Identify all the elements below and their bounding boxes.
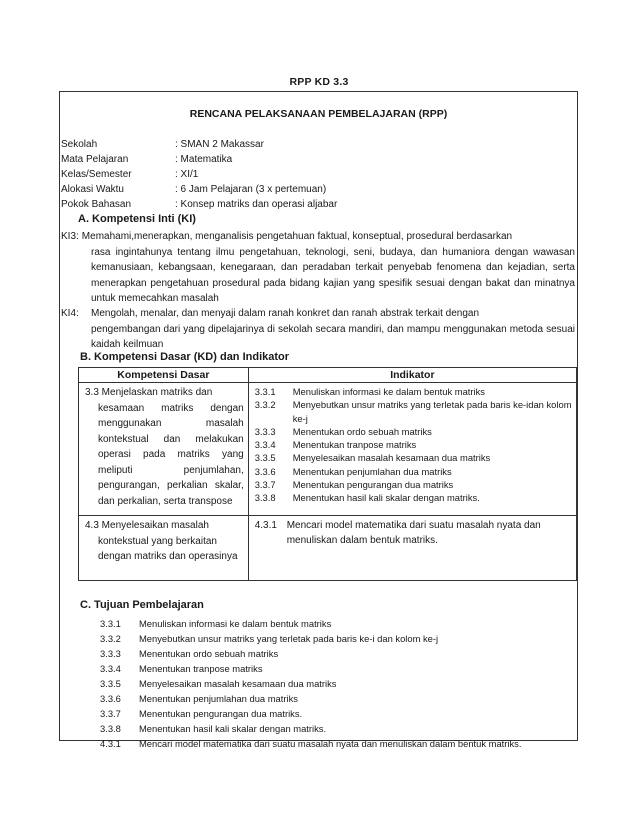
list-item: [100, 646, 521, 661]
list-item: [255, 451, 572, 464]
list-item: [255, 385, 572, 398]
info-row-time: [61, 182, 337, 197]
info-value: : XI/1: [175, 169, 199, 180]
list-item: [100, 631, 521, 646]
objective-text: Menentukan tranpose matriks: [139, 663, 263, 674]
list-item: [255, 491, 572, 504]
indicator-number: 4.3.1: [254, 520, 277, 531]
ki4-label: KI4:: [61, 308, 79, 319]
indicator-cell: [248, 383, 576, 516]
list-item: [255, 518, 572, 548]
indicator-number: 3.3.5: [254, 452, 276, 464]
indicator-text: Menyelesaikan masalah kesamaan dua matriks: [292, 452, 491, 464]
ki3-rest: rasa ingintahunya tentang ilmu pengetahuan, teknologi, seni, budaya, dan humaniora dengan wawasan kemanusiaan, kebangsaan, kenegaraan, dan peradaban terkait penyebab fenomena dan kejadian, serta menerapkan pengetahuan prosedural pada bidang kajian yang spesifik sesuai dengan bakat dan minatnya untuk memecahkan masalah: [91, 246, 575, 304]
objective-number: 3.3.7: [100, 708, 121, 719]
list-item: [255, 438, 572, 451]
list-item: [255, 465, 572, 478]
indicator-number: 3.3.1: [254, 386, 276, 397]
kd-description: kontekstual yang berkaitan dengan matriks dan operasinya: [98, 535, 238, 562]
ki3-label: KI3:: [61, 231, 79, 242]
indicator-number: 3.3.6: [254, 465, 276, 477]
objective-text: Menentukan hasil kali skalar dengan matriks.: [139, 723, 327, 734]
list-item: [100, 661, 521, 676]
indicator-text: Mencari model matematika dari suatu masalah nyata dan menuliskan dalam bentuk matriks.: [286, 520, 541, 546]
indicator-text: Menuliskan informasi ke dalam bentuk matriks: [292, 386, 485, 397]
kd-cell: [79, 383, 249, 516]
table-header-row: [79, 368, 577, 383]
objective-text: Menentukan pengurangan dua matriks.: [139, 708, 303, 719]
ki3-paragraph: [61, 229, 575, 307]
indicator-text: Menyebutkan unsur matriks yang terletak pada baris ke-idan kolom ke-j: [292, 399, 572, 424]
list-item: [255, 398, 572, 425]
indicator-text: Menentukan tranpose matriks: [292, 439, 417, 451]
ki4-paragraph: [61, 306, 575, 353]
indicator-number: 3.3.7: [254, 479, 276, 491]
info-row-school: [61, 137, 337, 152]
list-item: [255, 478, 572, 491]
info-key: Alokasi Waktu: [61, 184, 124, 195]
list-item: [100, 676, 521, 691]
objective-number: 3.3.3: [100, 648, 121, 659]
info-key: Pokok Bahasan: [61, 199, 132, 210]
objective-number: 3.3.8: [100, 723, 121, 734]
indicator-text: Menentukan ordo sebuah matriks: [292, 425, 432, 437]
kd-description: kesamaan matriks dengan menggunakan masalah kontekstual dan melakukan operasi pada matriks yang meliputi penjumlahan, pengurangan, perkalian skalar, dan perkalian, serta transpose: [98, 402, 244, 507]
header-kd: Kompetensi Dasar: [79, 368, 249, 383]
info-value: : SMAN 2 Makassar: [175, 139, 264, 150]
document-title: RPP KD 3.3: [289, 76, 349, 88]
table-row: [79, 383, 577, 516]
info-value: : 6 Jam Pelajaran (3 x pertemuan): [175, 184, 327, 195]
ki4-rest: pengembangan dari yang dipelajarinya di sekolah secara mandiri, dan mampu menggunakan metoda sesuai kaidah keilmuan: [91, 323, 575, 350]
list-item: [100, 721, 521, 736]
indicator-number: 3.3.4: [254, 439, 276, 451]
indicator-number: 3.3.8: [254, 492, 276, 504]
info-key: Kelas/Semester: [61, 169, 132, 180]
kd-number-text: 4.3 Menyelesaikan masalah: [85, 520, 209, 531]
objective-number: 3.3.2: [100, 633, 121, 644]
header-indicator: Indikator: [248, 368, 576, 383]
objective-text: Menuliskan informasi ke dalam bentuk matriks: [139, 618, 332, 629]
list-item: [100, 691, 521, 706]
objective-text: Menyelesaikan masalah kesamaan dua matriks: [139, 678, 337, 689]
indicator-text: Menentukan hasil kali skalar dengan matriks.: [292, 492, 480, 504]
objective-number: 3.3.5: [100, 678, 121, 689]
kd-indicator-table: [78, 367, 577, 581]
learning-objectives-list: [100, 616, 521, 751]
section-b-heading: B. Kompetensi Dasar (KD) dan Indikator: [80, 351, 290, 363]
list-item: [100, 736, 521, 751]
school-info: [61, 137, 337, 212]
section-a-heading: A. Kompetensi Inti (KI): [78, 213, 196, 225]
objective-text: Mencari model matematika dari suatu masalah nyata dan menuliskan dalam bentuk matriks.: [139, 738, 522, 749]
list-item: [100, 616, 521, 631]
indicator-text: Menentukan pengurangan dua matriks: [292, 479, 454, 491]
indicator-number: 3.3.2: [254, 399, 276, 411]
objective-text: Menentukan ordo sebuah matriks: [139, 648, 279, 659]
ki4-first-line: Mengolah, menalar, dan menyaji dalam ranah konkret dan ranah abstrak terkait dengan: [91, 308, 480, 319]
indicator-cell: [248, 516, 576, 581]
info-row-subject: [61, 152, 337, 167]
list-item: [255, 425, 572, 438]
kd-cell: [79, 516, 249, 581]
table-row: [79, 516, 577, 581]
ki3-first-line: Memahami,menerapkan, menganalisis pengetahuan faktual, konseptual, prosedural berdasarkan: [81, 231, 513, 242]
info-value: : Konsep matriks dan operasi aljabar: [175, 199, 338, 210]
kd-number-text: 3.3 Menjelaskan matriks dan: [85, 387, 213, 398]
list-item: [100, 706, 521, 721]
info-row-topic: [61, 197, 337, 212]
objective-number: 3.3.1: [100, 618, 121, 629]
indicator-number: 3.3.3: [254, 425, 276, 437]
rpp-title: RENCANA PELAKSANAAN PEMBELAJARAN (RPP): [189, 108, 448, 120]
objective-number: 4.3.1: [100, 738, 121, 749]
objective-text: Menentukan penjumlahan dua matriks: [139, 693, 298, 704]
indicator-text: Menentukan penjumlahan dua matriks: [292, 465, 452, 477]
section-c-heading: C. Tujuan Pembelajaran: [80, 599, 204, 611]
objective-number: 3.3.6: [100, 693, 121, 704]
info-key: Mata Pelajaran: [61, 154, 129, 165]
info-key: Sekolah: [61, 139, 98, 150]
info-row-class: [61, 167, 337, 182]
objective-text: Menyebutkan unsur matriks yang terletak pada baris ke-i dan kolom ke-j: [139, 633, 439, 644]
info-value: : Matematika: [175, 154, 233, 165]
objective-number: 3.3.4: [100, 663, 121, 674]
